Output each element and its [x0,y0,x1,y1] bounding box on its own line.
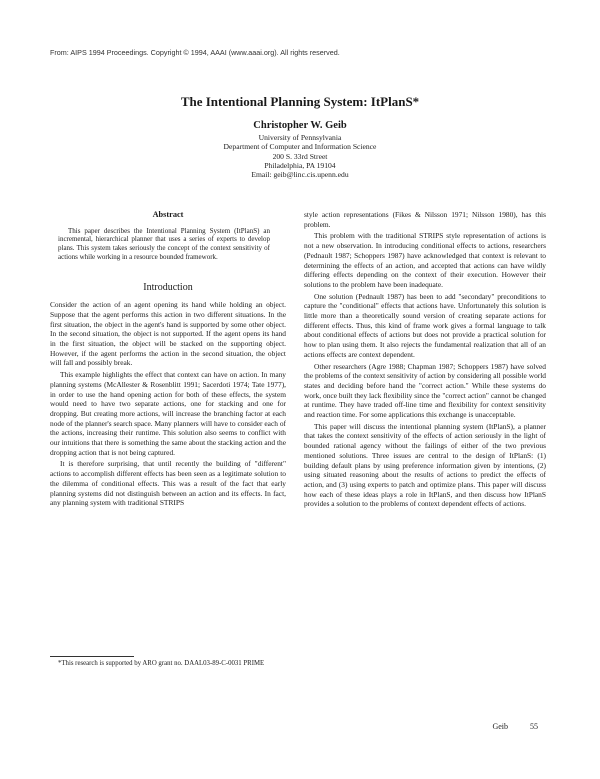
footnote-rule [50,656,134,657]
author-department: Department of Computer and Information Science [223,142,377,152]
paper-title: The Intentional Planning System: ItPlanS* [180,94,420,109]
author-email: Email: geib@linc.cis.upenn.edu [251,170,349,180]
left-column [50,210,286,510]
abstract-heading: Abstract [152,210,184,219]
footnote-text: *This research is supported by ARO grant no. DAAL03-89-C-0031 PRIME [58,660,265,667]
author-street: 200 S. 33rd Street [272,151,328,161]
author-affiliation: University of Pennsylvania [258,133,342,142]
running-head: Geib [492,722,508,731]
intro-paragraph: It is therefore surprising, that until recently the building of "different" actions to accomplish different effects has been seen as a legitimate solution to the dilemma of conditional effects. This was a result of the fact that early planning systems did not distinguish between an action and its effects. In fact, any planning system with traditional STRIPS [50,459,286,508]
author-block [0,119,600,179]
page-footer [472,722,538,731]
body-paragraph: This paper will discuss the intentional planning system (ItPlanS), a planner that takes the context sensitivity of the effects of action seriously in the light of bounded rational agency without the failings of either of the two previous mentioned solutions. Three issues are central to the design of ItPlanS: (1) building default plans by using preference information given by intentions, (2) using situated reasoning about the results of actions to predict the effects of action, and (3) using experts to patch and optimize plans. This paper will discuss how each of these ideas plays a role in ItPlanS, and then discuss how ItPlanS provides a solution to the problems of context dependent effects of actions. [304,421,546,509]
abstract-text: This paper describes the Intentional Planning System (ItPlanS) an incremental, hierarchical planner that uses a series of experts to develop plans. This system takes seriously the concept of the context sensitivity of actions while working in a resource bounded framework. [58,226,270,261]
intro-paragraph: Consider the action of an agent opening its hand while holding an object. Suppose that the agent performs this action in two different situations. In the first situation, the object in the agent's hand is supported by some other object. In the second situation, the object is not supported. If the agent opens its hand in the first situation, the object will be stacked on the supporting object. However, if the agent performs the action in the second situation, the object will fall and possibly break. [50,300,286,368]
copyright-header: From: AIPS 1994 Proceedings. Copyright © 1994, AAAI (www.aaai.org). All rights reserved. [50,48,340,57]
body-paragraph: style action representations (Fikes & Nilsson 1971; Nilsson 1980), has this problem. [304,210,546,229]
footnote [50,660,286,669]
introduction-heading: Introduction [143,281,193,293]
intro-paragraph: This example highlights the effect that context can have on action. In many planning systems (McAllester & Rosenblitt 1991; Sacerdoti 1974; Tate 1977), in order to use the hand opening action for both of these effects, the system would need to have two separate actions, one for stacking and one for dropping. But creating more actions, will increase the branching factor at each node of the planner's search space. Many planners will have to consider each of the actions, increasing their runtime. This solution also seems to conflict with our intuitions that there is something the same about the stacking action and the dropping action that is not being captured. [50,370,286,457]
page-number: 55 [530,722,538,731]
author-name: Christopher W. Geib [253,120,347,131]
body-paragraph: This problem with the traditional STRIPS style representation of actions is not a new observation. In introducing conditional effects to actions, researchers (Pednault 1987; Schoppers 1987) have acknowledged that context is relevant to determining the effects of an action, and accepted that actions can have wildly differing effects depending on the context of their execution. However their solutions to the problem have been inadequate. [304,231,546,289]
author-city: Philadelphia, PA 19104 [264,160,336,170]
body-paragraph: One solution (Pednault 1987) has been to add "secondary" preconditions to capture the "conditional" effects that actions have. Unfortunately this solution is little more than a theoretically sound version of creating separate actions for different effects. Thus, this kind of frame work gives a formal language to talk about conditional effects of actions but does not provide a practical solution for how to plan using them. It also rejects the fundamental realization that all of an actions effects are context dependent. [304,291,546,359]
right-column [304,210,546,511]
body-paragraph: Other researchers (Agre 1988; Chapman 1987; Schoppers 1987) have solved the problems of the context sensitivity of action by considering all possible world states and deciding before hand the "correct action." While these systems do work, once built they lack flexibility since the "correct action" cannot be changed at runtime. They have traded off-line time and flexibility for context sensitivity and reaction time. For some applications this exchange is unacceptable. [304,361,546,420]
